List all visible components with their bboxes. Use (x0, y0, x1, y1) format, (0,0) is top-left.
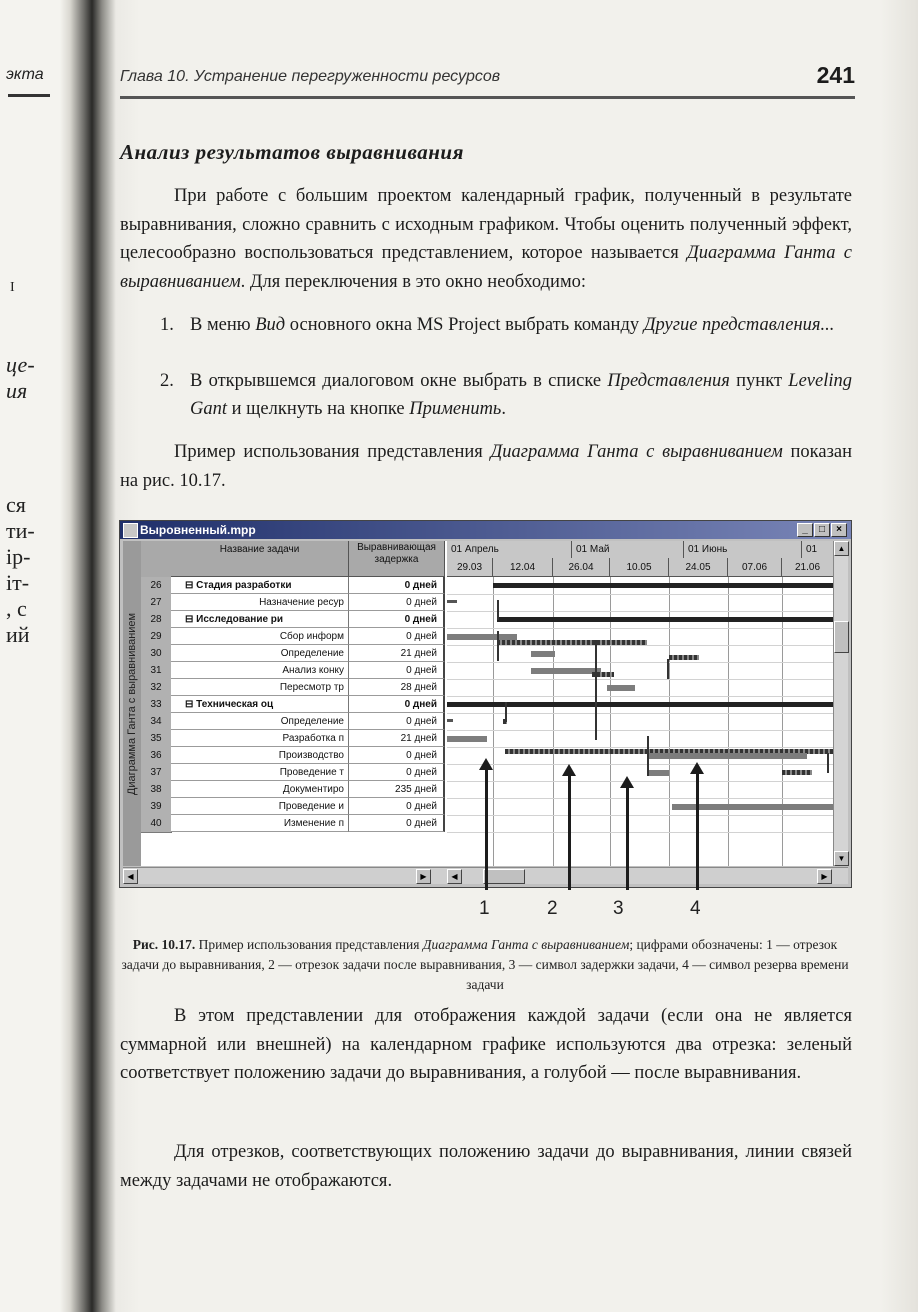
task-id[interactable]: 35 (141, 730, 172, 748)
gutter-fragment: , с (6, 596, 27, 621)
task-name[interactable]: Проведение т (171, 764, 349, 781)
paragraph-intro: При работе с большим проектом календарный график, полученный в результате выравнивания, сложно сравнить с исходным графиком. Чтобы оценить полученный эффект, целесообразно воспользоваться представлением, которое называется Диаграмма Ганта с выравниванием. Для переключения в это окно необходимо: (120, 186, 853, 292)
gantt-chart (447, 541, 848, 866)
row-line (447, 594, 848, 595)
row-line (447, 662, 848, 663)
task-delay[interactable]: 0 дней (349, 747, 445, 764)
task-name[interactable]: Изменение п (171, 815, 349, 832)
task-name[interactable]: Определение (171, 713, 349, 730)
task-name[interactable]: Сбор информ (171, 628, 349, 645)
dependency-link (647, 736, 649, 776)
callout-number: 4 (690, 898, 701, 919)
task-name[interactable]: Проведение и (171, 798, 349, 815)
task-delay[interactable]: 0 дней (349, 577, 445, 594)
callout-number: 1 (479, 898, 490, 919)
gutter-rule (8, 94, 50, 97)
gutter-fragment: ір- (6, 544, 31, 569)
close-icon[interactable]: × (831, 523, 847, 537)
task-id[interactable]: 39 (141, 798, 172, 816)
task-name[interactable]: Определение (171, 645, 349, 662)
task-id[interactable]: 27 (141, 594, 172, 612)
task-name[interactable]: Документиро (171, 781, 349, 798)
task-delay[interactable]: 0 дней (349, 713, 445, 730)
task-delay[interactable]: 0 дней (349, 815, 445, 832)
dependency-link (827, 753, 829, 773)
paragraph-links: Для отрезков, соответствующих положению задачи до выравнивания, линии связей между задачами не отображаются. (120, 1142, 852, 1191)
task-delay[interactable]: 21 дней (349, 645, 445, 662)
list-item: 2. В открывшемся диалоговом окне выбрать в списке Представления пункт Leveling Gant и щелкнуть на кнопке Применить. (160, 371, 852, 419)
gutter-fragment: іт- (6, 570, 30, 595)
column-header-name[interactable]: Название задачи (171, 541, 349, 577)
paragraph-example: Пример использования представления Диаграмма Ганта с выравниванием показан на рис. 10.17. (120, 442, 853, 491)
task-bar-leveled (782, 770, 812, 775)
timescale-major: 01 Апрель (447, 541, 572, 558)
scroll-down-icon[interactable]: ▼ (834, 851, 849, 866)
scroll-left-icon[interactable]: ◀ (123, 869, 138, 884)
task-bar-baseline (647, 770, 669, 776)
row-line (447, 696, 848, 697)
task-id[interactable]: 40 (141, 815, 172, 833)
dependency-link (595, 674, 597, 714)
row-line (447, 798, 848, 799)
row-line (447, 730, 848, 731)
task-id[interactable]: 31 (141, 662, 172, 680)
summary-bar (447, 702, 848, 707)
callout-number: 2 (547, 898, 558, 919)
timescale-minor: 24.05 (669, 558, 728, 577)
section-title: Анализ результатов выравнивания (120, 140, 464, 164)
gutter-fragment: экта (6, 66, 44, 83)
window-titlebar (120, 521, 851, 539)
callout-number: 3 (613, 898, 624, 919)
row-line (447, 832, 848, 833)
task-id[interactable]: 34 (141, 713, 172, 731)
gutter-fragment: ся (6, 492, 26, 517)
task-id[interactable]: 32 (141, 679, 172, 697)
task-name[interactable]: Пересмотр тр (171, 679, 349, 696)
row-line (447, 781, 848, 782)
timescale-major: 01 Май (572, 541, 684, 558)
row-line (447, 815, 848, 816)
arrowhead-icon (562, 764, 576, 776)
figure-caption: Рис. 10.17. Пример использования представления Диаграмма Ганта с выравниванием; цифрами обозначены: 1 — отрезок задачи до выравнивания, 2 — отрезок задачи после выравнивания, 3 — символ задержки задачи, 4 — символ резерва времени задачи (121, 937, 849, 992)
task-bar (447, 719, 453, 722)
row-line (447, 679, 848, 680)
running-header (120, 62, 855, 94)
task-name[interactable]: Разработка п (171, 730, 349, 747)
task-bar (447, 600, 457, 603)
arrowhead-icon (620, 776, 634, 788)
summary-bar (493, 583, 848, 588)
task-id[interactable]: 29 (141, 628, 172, 646)
task-name[interactable]: ⊟ Техническая оц (171, 696, 349, 713)
task-id[interactable]: 38 (141, 781, 172, 799)
timescale-minor: 10.05 (610, 558, 669, 577)
task-bar-baseline (531, 651, 555, 657)
task-name[interactable]: Назначение ресур (171, 594, 349, 611)
list-item: 1. В меню Вид основного окна MS Project выбрать команду Другие представления... (160, 315, 835, 335)
task-delay[interactable]: 0 дней (349, 764, 445, 781)
task-delay[interactable]: 0 дней (349, 594, 445, 611)
gutter-fragment: ти- (6, 518, 35, 543)
task-bar-baseline (647, 753, 807, 759)
timescale-minor: 26.04 (553, 558, 610, 577)
timescale-major: 01 Июнь (684, 541, 802, 558)
task-name[interactable]: ⊟ Стадия разработки (171, 577, 349, 594)
minimize-icon[interactable]: _ (797, 523, 813, 537)
task-bar-baseline (531, 668, 601, 674)
task-name[interactable]: Анализ конку (171, 662, 349, 679)
row-line (447, 611, 848, 612)
app-icon (123, 523, 138, 538)
chapter-title: Глава 10. Устранение перегруженности ресурсов (120, 68, 501, 85)
timescale-minor: 21.06 (782, 558, 834, 577)
task-id[interactable]: 30 (141, 645, 172, 663)
row-line (447, 713, 848, 714)
column-header-delay[interactable]: Выравнивающая задержка (349, 541, 445, 577)
summary-bar (497, 617, 848, 622)
gutter-fragment: ия (6, 378, 28, 403)
dependency-link (667, 659, 669, 679)
task-delay[interactable]: 0 дней (349, 798, 445, 815)
timescale-minor: 12.04 (493, 558, 553, 577)
task-id[interactable]: 33 (141, 696, 172, 714)
scroll-thumb[interactable] (834, 621, 849, 653)
task-delay[interactable]: 0 дней (349, 611, 445, 628)
header-rule (120, 96, 855, 99)
paragraph-bars: В этом представлении для отображения каждой задачи (если она не является суммарной или внешней) на календарном графике используются два отрезка: зеленый соответствует положению задачи до выравнивания, а голубой — после выравнивания. (120, 1006, 852, 1083)
task-bar-leveled (497, 640, 647, 645)
task-delay[interactable]: 28 дней (349, 679, 445, 696)
dependency-link (497, 631, 499, 661)
task-id[interactable]: 37 (141, 764, 172, 782)
row-line (447, 645, 848, 646)
callout-arrow (626, 786, 629, 890)
scroll-right-icon[interactable]: ▶ (817, 869, 832, 884)
scroll-left-icon[interactable]: ◀ (447, 869, 462, 884)
row-line (447, 628, 848, 629)
timescale-major: 01 (802, 541, 848, 558)
header-id (141, 541, 172, 578)
task-bar-baseline (447, 736, 487, 742)
vertical-scrollbar[interactable] (833, 541, 848, 866)
gutter-fragment: ий (6, 622, 30, 647)
dependency-link (505, 702, 507, 722)
arrowhead-icon (479, 758, 493, 770)
task-id[interactable]: 36 (141, 747, 172, 765)
task-bar-baseline (607, 685, 635, 691)
task-delay[interactable]: 0 дней (349, 696, 445, 713)
arrowhead-icon (690, 762, 704, 774)
scroll-right-icon[interactable]: ▶ (416, 869, 431, 884)
task-bar-leveled (669, 655, 699, 660)
scroll-thumb[interactable] (483, 869, 525, 884)
callout-arrow (485, 768, 488, 890)
scroll-up-icon[interactable]: ▲ (834, 541, 849, 556)
page-number: 241 (816, 62, 855, 88)
dependency-link (497, 600, 499, 620)
task-id[interactable]: 26 (141, 577, 172, 595)
window-title: Выровненный.mpp (140, 523, 256, 537)
task-id[interactable]: 28 (141, 611, 172, 629)
gutter-fragment: I (10, 280, 15, 295)
task-name[interactable]: Производство (171, 747, 349, 764)
task-delay[interactable]: 0 дней (349, 628, 445, 645)
task-delay[interactable]: 0 дней (349, 662, 445, 679)
callout-arrow (696, 772, 699, 890)
view-bar[interactable]: Диаграмма Ганта с выравниванием (123, 541, 141, 866)
gutter-fragment: це- (6, 352, 35, 377)
timescale-minor: 29.03 (447, 558, 493, 577)
task-delay[interactable]: 235 дней (349, 781, 445, 798)
timescale-minor: 07.06 (728, 558, 782, 577)
task-delay[interactable]: 21 дней (349, 730, 445, 747)
task-name[interactable]: ⊟ Исследование ри (171, 611, 349, 628)
gridline (493, 577, 494, 866)
maximize-icon[interactable]: □ (814, 523, 830, 537)
callout-arrow (568, 774, 571, 890)
